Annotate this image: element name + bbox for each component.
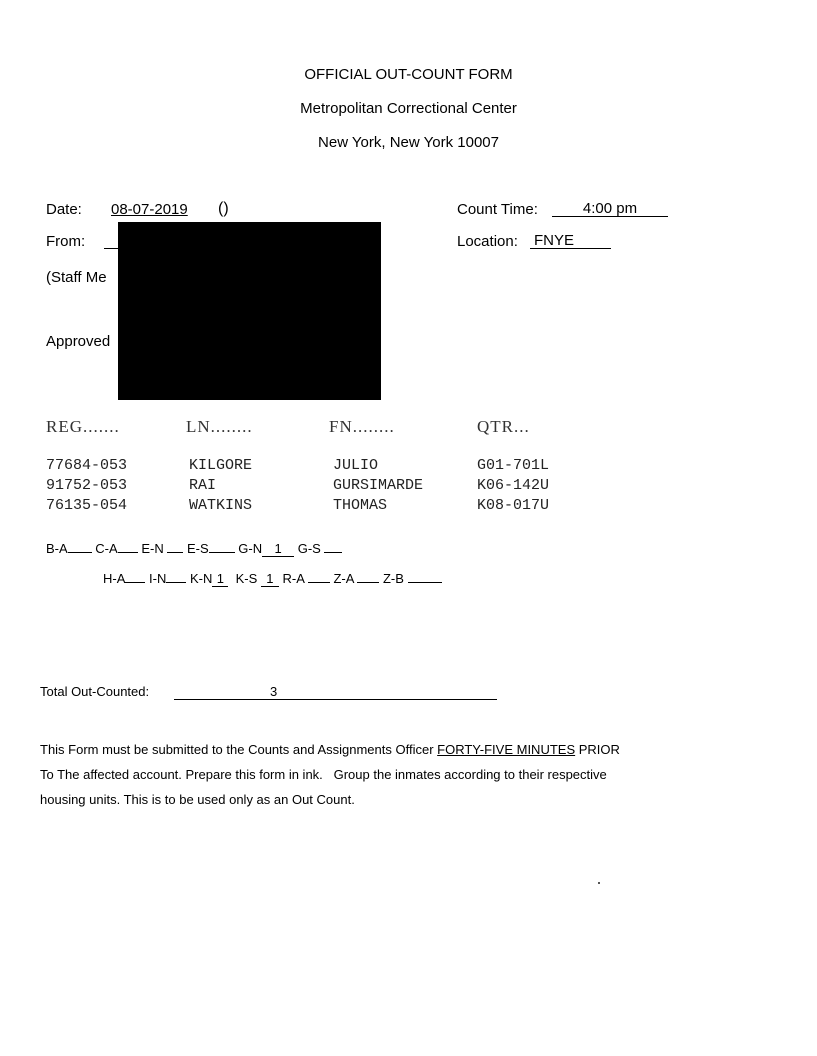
redaction-box <box>118 222 381 400</box>
unit-kn-label: K-N <box>189 571 213 586</box>
unit-en-value <box>167 552 183 553</box>
notice-line-2: To The affected account. Prepare this form in ink. Group the inmates according to their respective <box>40 767 607 782</box>
table-row-3-ln: WATKINS <box>189 497 253 514</box>
table-row-3-qtr: K08-017U <box>477 497 550 514</box>
count-time-value: 4:00 pm <box>552 201 668 217</box>
unit-ra-label: R-A <box>282 571 305 586</box>
unit-ra-value <box>308 582 330 583</box>
total-field <box>174 684 497 700</box>
unit-ks-value: 1 <box>261 571 279 587</box>
table-header-ln: LN........ <box>186 417 253 436</box>
total-value: 3 <box>270 684 278 699</box>
from-underline <box>104 248 118 249</box>
unit-es-label: E-S <box>186 541 209 556</box>
staff-member-label: (Staff Me <box>46 269 107 286</box>
unit-ks-label: K-S <box>235 571 258 586</box>
table-row-1-ln: KILGORE <box>189 457 253 474</box>
table-row-2-ln: RAI <box>189 477 217 494</box>
approved-label: Approved <box>46 333 111 350</box>
unit-za-value <box>357 582 379 583</box>
unit-ba-label: B-A <box>46 541 68 556</box>
unit-in-value <box>166 582 186 583</box>
facility-name: Metropolitan Correctional Center <box>300 100 517 117</box>
unit-ha-label: H-A <box>103 571 126 586</box>
unit-gn-label: G-N <box>238 541 263 556</box>
total-label: Total Out-Counted: <box>40 684 150 699</box>
location-value: FNYE <box>530 233 611 249</box>
notice-line-3: housing units. This is to be used only as an Out Count. <box>40 792 355 807</box>
unit-gn-value: 1 <box>262 541 294 557</box>
handwritten-mark: () <box>218 200 229 217</box>
unit-gs-value <box>324 552 342 553</box>
table-header-reg: REG....... <box>46 417 120 436</box>
unit-kn-value: 1 <box>212 571 228 587</box>
notice-emphasis: FORTY-FIVE MINUTES <box>437 742 576 757</box>
count-time-label: Count Time: <box>457 201 538 218</box>
location-label: Location: <box>457 233 518 250</box>
table-header-qtr: QTR... <box>477 417 530 436</box>
notice-line-1-prefix: This Form must be submitted to the Counts and Assignments Officer <box>40 742 438 757</box>
unit-gs-label: G-S <box>297 541 321 556</box>
unit-line-1 <box>46 541 342 557</box>
unit-zb-value <box>408 582 442 583</box>
unit-za-label: Z-A <box>333 571 354 586</box>
unit-in-label: I-N <box>149 571 167 586</box>
table-header-fn: FN........ <box>329 417 395 436</box>
table-row-3-reg: 76135-054 <box>46 497 128 514</box>
date-value: 08-07-2019 <box>111 201 188 218</box>
date-label: Date: <box>46 201 82 218</box>
unit-ca-label: C-A <box>95 541 118 556</box>
table-row-1-fn: JULIO <box>333 457 379 474</box>
unit-en-label: E-N <box>141 541 164 556</box>
unit-ha-value <box>125 582 145 583</box>
unit-es-value <box>209 552 235 553</box>
table-row-3-fn: THOMAS <box>333 497 388 514</box>
table-row-2-reg: 91752-053 <box>46 477 128 494</box>
table-row-2-fn: GURSIMARDE <box>333 477 424 494</box>
scan-speck <box>598 882 600 884</box>
facility-address: New York, New York 10007 <box>318 134 499 151</box>
form-title: OFFICIAL OUT-COUNT FORM <box>304 66 513 83</box>
unit-zb-label: Z-B <box>382 571 404 586</box>
unit-ca-value <box>118 552 138 553</box>
unit-line-2 <box>103 571 442 587</box>
table-row-2-qtr: K06-142U <box>477 477 550 494</box>
unit-ba-value <box>68 552 92 553</box>
notice-line-1-suffix: PRIOR <box>575 742 620 757</box>
notice-line-1 <box>40 737 620 762</box>
table-row-1-reg: 77684-053 <box>46 457 128 474</box>
table-row-1-qtr: G01-701L <box>477 457 550 474</box>
from-label: From: <box>46 233 86 250</box>
